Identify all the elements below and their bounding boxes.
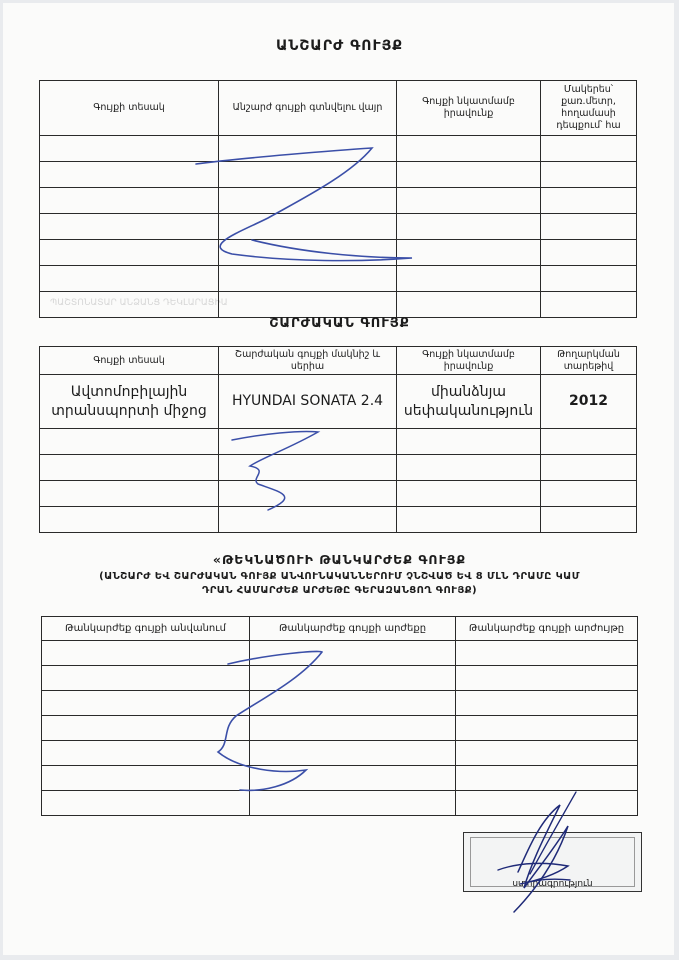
header-area: Մակերես՝ քառ.մետր, հողամասի դեպքում՝ հա: [541, 81, 637, 136]
valuables-subtitle-line1: (ԱՆՇԱՐԺ ԵՎ ՇԱՐԺԱԿԱՆ ԳՈՒՅՔ ԱՆՎՈՒՆԱԿԱՆՆԵՐՈՒՄ ՉՆՇՎԱԾ ԵՎ 8 ՄԼՆ ԴՐԱՄԸ ԿԱՄ: [99, 571, 580, 582]
header-valuable-name: Թանկարժեք գույքի անվանում: [42, 617, 250, 641]
signature-label: ստորագրություն: [512, 879, 593, 889]
cell-model: HYUNDAI SONATA 2.4: [219, 375, 397, 429]
header-model-series: Շարժական գույքի մակնիշ և սերիա: [219, 347, 397, 375]
valuables-table: [41, 616, 638, 816]
table-row: [42, 766, 638, 791]
table-row: [42, 641, 638, 666]
table-row: [42, 691, 638, 716]
table-header-row: [42, 617, 638, 641]
movable-property-table: [39, 346, 637, 533]
table-row: [40, 188, 637, 214]
table-row: [42, 741, 638, 766]
table-row: [40, 481, 637, 507]
table-row: [40, 429, 637, 455]
table-row: [40, 507, 637, 533]
header-location: Անշարժ գույքի գտնվելու վայր: [219, 81, 397, 136]
cell-year: 2012: [541, 375, 637, 429]
valuables-subtitle-line2: ԴՐԱՆ ՀԱՄԱՐԺԵՔ ԱՐԺԵԹԸ ԳԵՐԱԶԱՆՑՈՂ ԳՈՒՅՔ): [202, 585, 477, 596]
header-right: Գույքի նկատմամբ իրավունք: [397, 81, 541, 136]
header-year: Թողարկման տարեթիվ: [541, 347, 637, 375]
section-title-valuables: «ԹԵԿՆԱԾՈՒԻ ԹԱՆԿԱՐԺԵՔ ԳՈՒՅՔ: [212, 552, 467, 567]
table-row: [40, 266, 637, 292]
table-row: [40, 136, 637, 162]
table-row: [42, 716, 638, 741]
cell-property-type: Ավտոմոբիլային տրանսպորտի միջոց: [40, 375, 219, 429]
table-row: [40, 240, 637, 266]
header-valuable-currency: Թանկարժեք գույքի արժույթը: [456, 617, 638, 641]
signature-box: [463, 832, 642, 892]
table-row: [40, 214, 637, 240]
table-header-row: [40, 347, 637, 375]
table-row: [40, 292, 637, 318]
header-right: Գույքի նկատմամբ իրավունք: [397, 347, 541, 375]
table-row: [42, 666, 638, 691]
section-title-real-estate: ԱՆՇԱՐԺ ԳՈՒՅՔ: [276, 38, 403, 54]
table-row: [40, 375, 637, 429]
table-row: [42, 791, 638, 816]
header-property-type: Գույքի տեսակ: [40, 81, 219, 136]
table-header-row: [40, 81, 637, 136]
cell-right: միանձնյա սեփականություն: [397, 375, 541, 429]
real-estate-table: [39, 80, 637, 318]
table-row: [40, 455, 637, 481]
section-title-movable: ՇԱՐԺԱԿԱՆ ԳՈՒՅՔ: [269, 316, 410, 331]
bleed-through-text: ՊԱՇՏՈՆԱՏԱՐ ԱՆՁԱՆՑ ԴԵԿԼԱՐԱՑԻԱ: [50, 298, 228, 308]
header-valuable-value: Թանկարժեք գույքի արժեքը: [250, 617, 456, 641]
header-property-type: Գույքի տեսակ: [40, 347, 219, 375]
table-row: [40, 162, 637, 188]
